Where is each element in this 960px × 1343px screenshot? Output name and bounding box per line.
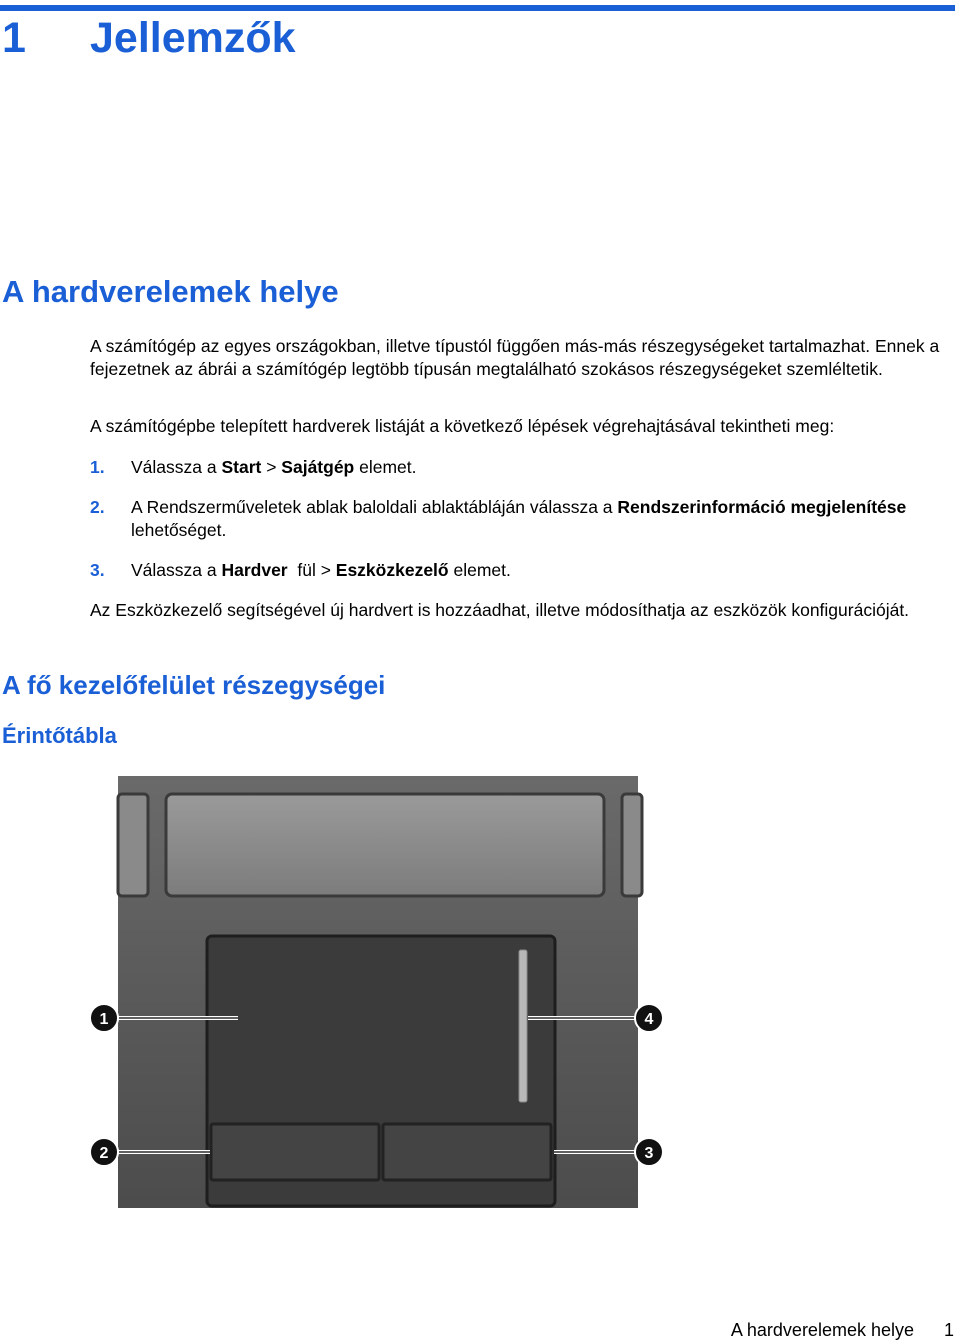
right-touchpad-button xyxy=(383,1124,551,1180)
page-number: 1 xyxy=(943,1320,954,1340)
callout-3 xyxy=(635,1138,663,1166)
step-number: 1. xyxy=(90,457,105,477)
step-text: A Rendszerműveletek ablak baloldali ablaktábláján válassza a Rendszerinformáció megjelenítése lehetőséget. xyxy=(131,497,907,540)
device-manager-paragraph: Az Eszközkezelő segítségével új hardvert is hozzáadhat, illetve módosíthatja az eszközök konfigurációját. xyxy=(90,600,910,620)
chapter-number: 1 xyxy=(2,14,26,62)
chapter-rule xyxy=(0,5,955,11)
subsection-heading: A fő kezelőfelület részegységei xyxy=(2,670,386,700)
running-title: A hardverelemek helye xyxy=(730,1320,914,1340)
section-heading: A hardverelemek helye xyxy=(2,274,339,309)
step-number: 3. xyxy=(90,560,105,580)
touchpad-figure xyxy=(88,770,668,1210)
chapter-title xyxy=(2,14,296,63)
step-text: Válassza a Start > Sajátgép elemet. xyxy=(131,457,417,477)
step-text: Válassza a Hardver fül > Eszközkezelő elemet. xyxy=(131,560,511,580)
steps-intro-paragraph: A számítógépbe telepített hardverek listáját a következő lépések végrehajtásával tekintheti meg: xyxy=(90,416,835,436)
intro-paragraph: A számítógép az egyes országokban, illetve típustól függően más-más részegységeket tartalmazhat. Ennek a fejezetnek az ábrái a számítógép legtöbb típusán megtalálható szokásos részegységeket szemléltetik. xyxy=(90,336,940,379)
keyboard-key-left xyxy=(118,794,148,896)
svg-text:2: 2 xyxy=(99,1145,109,1162)
touchpad-heading: Érintőtábla xyxy=(2,723,117,748)
svg-text:1: 1 xyxy=(99,1011,109,1028)
step-number: 2. xyxy=(90,497,105,517)
svg-text:3: 3 xyxy=(644,1145,654,1162)
callout-4 xyxy=(635,1004,663,1032)
callout-2 xyxy=(90,1138,118,1166)
svg-text:4: 4 xyxy=(644,1011,654,1028)
left-touchpad-button xyxy=(211,1124,379,1180)
keyboard-key-right xyxy=(622,794,642,896)
space-bar xyxy=(166,794,604,896)
chapter-title-text: Jellemzők xyxy=(90,14,296,62)
scroll-zone xyxy=(519,950,527,1102)
page-footer xyxy=(0,1320,954,1341)
callout-1 xyxy=(90,1004,118,1032)
